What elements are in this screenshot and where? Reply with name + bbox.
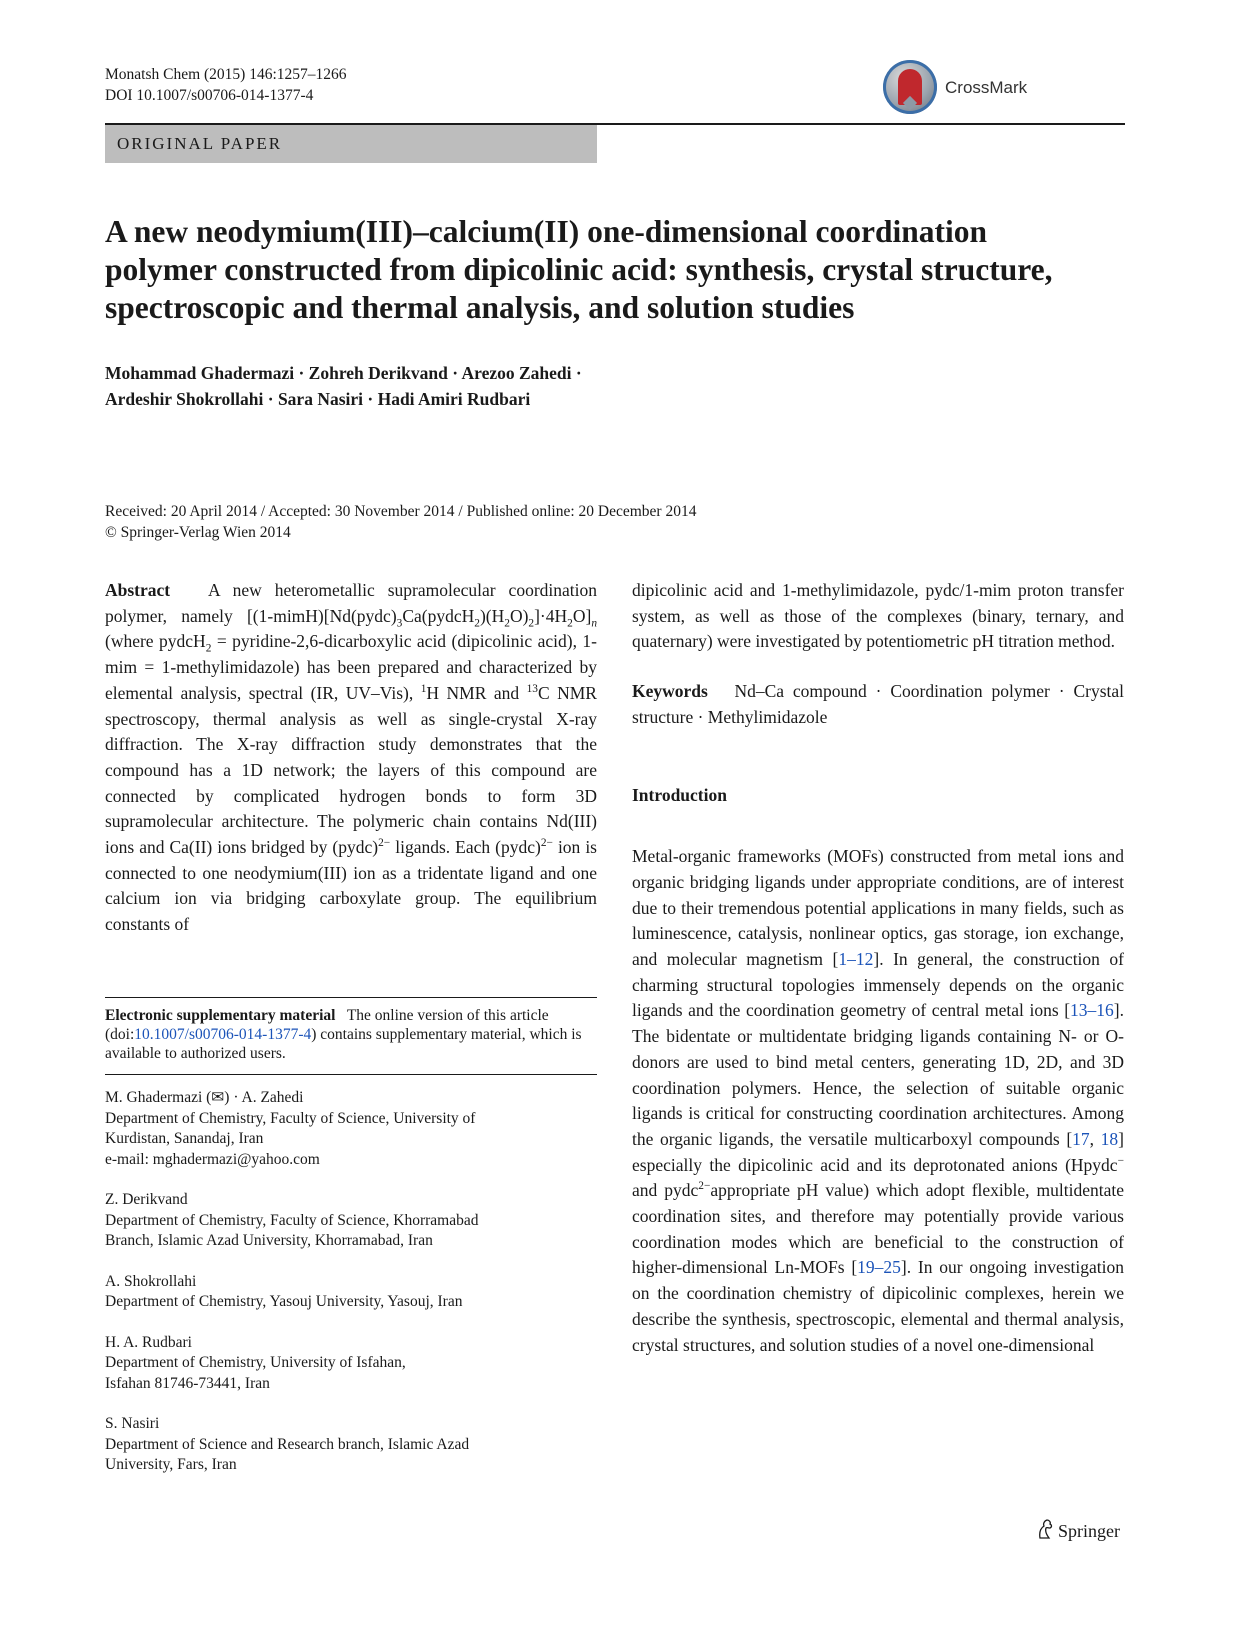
paper-type-banner: ORIGINAL PAPER: [105, 125, 597, 163]
affiliation-block: Z. Derikvand Department of Chemistry, Faculty of Science, Khorramabad Branch, Islamic Azad University, Khorramabad, Iran: [105, 1191, 479, 1249]
affiliation-block: S. Nasiri Department of Science and Research branch, Islamic Azad University, Fars, Iran: [105, 1415, 470, 1473]
citation-link[interactable]: 17: [1072, 1128, 1090, 1149]
abstract-paragraph: Abstract A new heterometallic supramolecular coordination polymer, namely $[(1-mimH)[Nd(pydc)_3Ca(pydcH_2)(H_2O)_2]\cdot 4H_2O]_n$ (where pydcH$_2$ = pyridine-2,6-dicarboxylic acid (dipicolinic acid), 1-mim = 1-methylimidazole) has been prepared and characterized by elemental analysis, spectral (IR, UV–Vis), $^1$H NMR and $^{13}$C NMR spectroscopy, thermal analysis as well as single-crystal X-ray diffraction. The X-ray diffraction study demonstrates that the compound has a 1D network; the layers of this compound are connected by complicated hydrogen bonds to form 3D supramolecular architecture. The polymeric chain contains Nd(III) ions and Ca(II) ions bridged by (pydc)$^{2-}$ ligands. Each (pydc)$^{2-}$ ion is connected to one neodymium(III) ion as a tridentate ligand and one calcium ion via bridging carboxylate group. The equilibrium constants of: [105, 580, 598, 935]
journal-info: [105, 64, 347, 106]
citation-link[interactable]: 19–25: [857, 1257, 901, 1278]
affiliation-block: A. Shokrollahi Department of Chemistry, Yasouj University, Yasouj, Iran: [105, 1272, 463, 1310]
crossmark-badge[interactable]: [883, 58, 1093, 120]
journal-doi: DOI 10.1007/s00706-014-1377-4: [105, 87, 314, 104]
right-column: [632, 578, 1124, 1358]
authors-line-2: Ardeshir Shokrollahi · Sara Nasiri · Hadi Amiri Rudbari: [105, 389, 531, 409]
authors-line-1: Mohammad Ghadermazi · Zohreh Derikvand · Arezoo Zahedi ·: [105, 363, 582, 383]
abstract-label: Abstract: [105, 580, 171, 600]
citation-link[interactable]: 1–12: [838, 949, 874, 970]
left-column: [105, 578, 597, 938]
copyright-line: © Springer-Verlag Wien 2014: [105, 524, 291, 541]
citation-link[interactable]: 18: [1100, 1128, 1119, 1149]
publisher-name: Springer: [1058, 1521, 1120, 1541]
article-title: A new neodymium(III)–calcium(II) one-dimensional coordination polymer constructed from dipicolinic acid: synthesis, crystal structure, spectroscopic and thermal analysis, and solution studies: [105, 214, 1053, 325]
citation-link[interactable]: 13–16: [1070, 1000, 1114, 1021]
supplementary-note: Electronic supplementary material The online version of this article (doi:10.1007/s00706-014-1377-4) contains supplementary material, which is available to authorized users.: [105, 1007, 582, 1062]
section-heading-introduction: Introduction: [632, 784, 727, 805]
crossmark-label: CrossMark: [945, 78, 1028, 97]
crossmark-icon: [883, 60, 937, 114]
esm-divider-bottom: [105, 1074, 597, 1075]
affiliations: [105, 1088, 597, 1496]
journal-citation: Monatsh Chem (2015) 146:1257–1266: [105, 66, 347, 83]
affiliation-block: H. A. Rudbari Department of Chemistry, University of Isfahan, Isfahan 81746-73441, Iran: [105, 1333, 406, 1392]
keywords-label: Keywords: [632, 681, 708, 702]
keywords: [632, 679, 1124, 730]
keywords-text: Nd–Ca compound · Coordination polymer · Crystal structure · Methylimidazole: [632, 681, 1124, 727]
esm-doi-link[interactable]: 10.1007/s00706-014-1377-4: [134, 1025, 312, 1043]
publisher-footer: [1036, 1518, 1120, 1542]
publication-dates: [105, 501, 1005, 543]
esm-divider-top: [105, 997, 597, 998]
author-email[interactable]: e-mail: mghadermazi@yahoo.com: [105, 1150, 320, 1168]
affiliation-block: M. Ghadermazi (✉) · A. Zahedi Department of Chemistry, Faculty of Science, University of Kurdistan, Sanandaj, Iran e-mail: mghadermazi@yahoo.com: [105, 1088, 597, 1170]
abstract-continued: dipicolinic acid and 1-methylimidazole, pydc/1-mim proton transfer system, as well as those of the complexes (binary, ternary, and quaternary) were investigated by potentiometric pH titration method.: [632, 580, 1124, 652]
esm-label: Electronic supplementary material: [105, 1007, 336, 1024]
springer-horse-icon: [1036, 1518, 1054, 1540]
dates-line: Received: 20 April 2014 / Accepted: 30 November 2014 / Published online: 20 December 2014: [105, 503, 697, 520]
introduction-paragraph: Metal-organic frameworks (MOFs) constructed from metal ions and organic bridging ligands under appropriate conditions, are of interest due to their tremendous potential applications in many fields, such as luminescence, catalysis, nonlinear optics, gas storage, ion exchange, and molecular magnetism [1–12]. In general, the construction of charming structural topologies immensely depends on the organic ligands and the coordination geometry of central metal ions [13–16]. The bidentate or multidentate bridging ligands containing N- or O-donors are used to bind metal centers, generating 1D, 2D, and 3D coordination polymers. Hence, the selection of suitable organic ligands is critical for constructing coordination architectures. Among the organic ligands, the versatile multicarboxyl compounds [17, 18] especially the dipicolinic acid and its deprotonated anions (Hpydc− and pydc$^{2-}$appropriate pH value) which adopt flexible, multidentate coordination sites, and therefore may potentially provide various coordination modes which are beneficial to the construction of higher-dimensional Ln-MOFs [19–25]. In our ongoing investigation on the coordination chemistry of dipicolinic complexes, herein we describe the synthesis, spectroscopic, elemental and thermal analysis, crystal structures, and solution studies of a novel one-dimensional: [632, 846, 1124, 1355]
author-list: [105, 360, 905, 412]
